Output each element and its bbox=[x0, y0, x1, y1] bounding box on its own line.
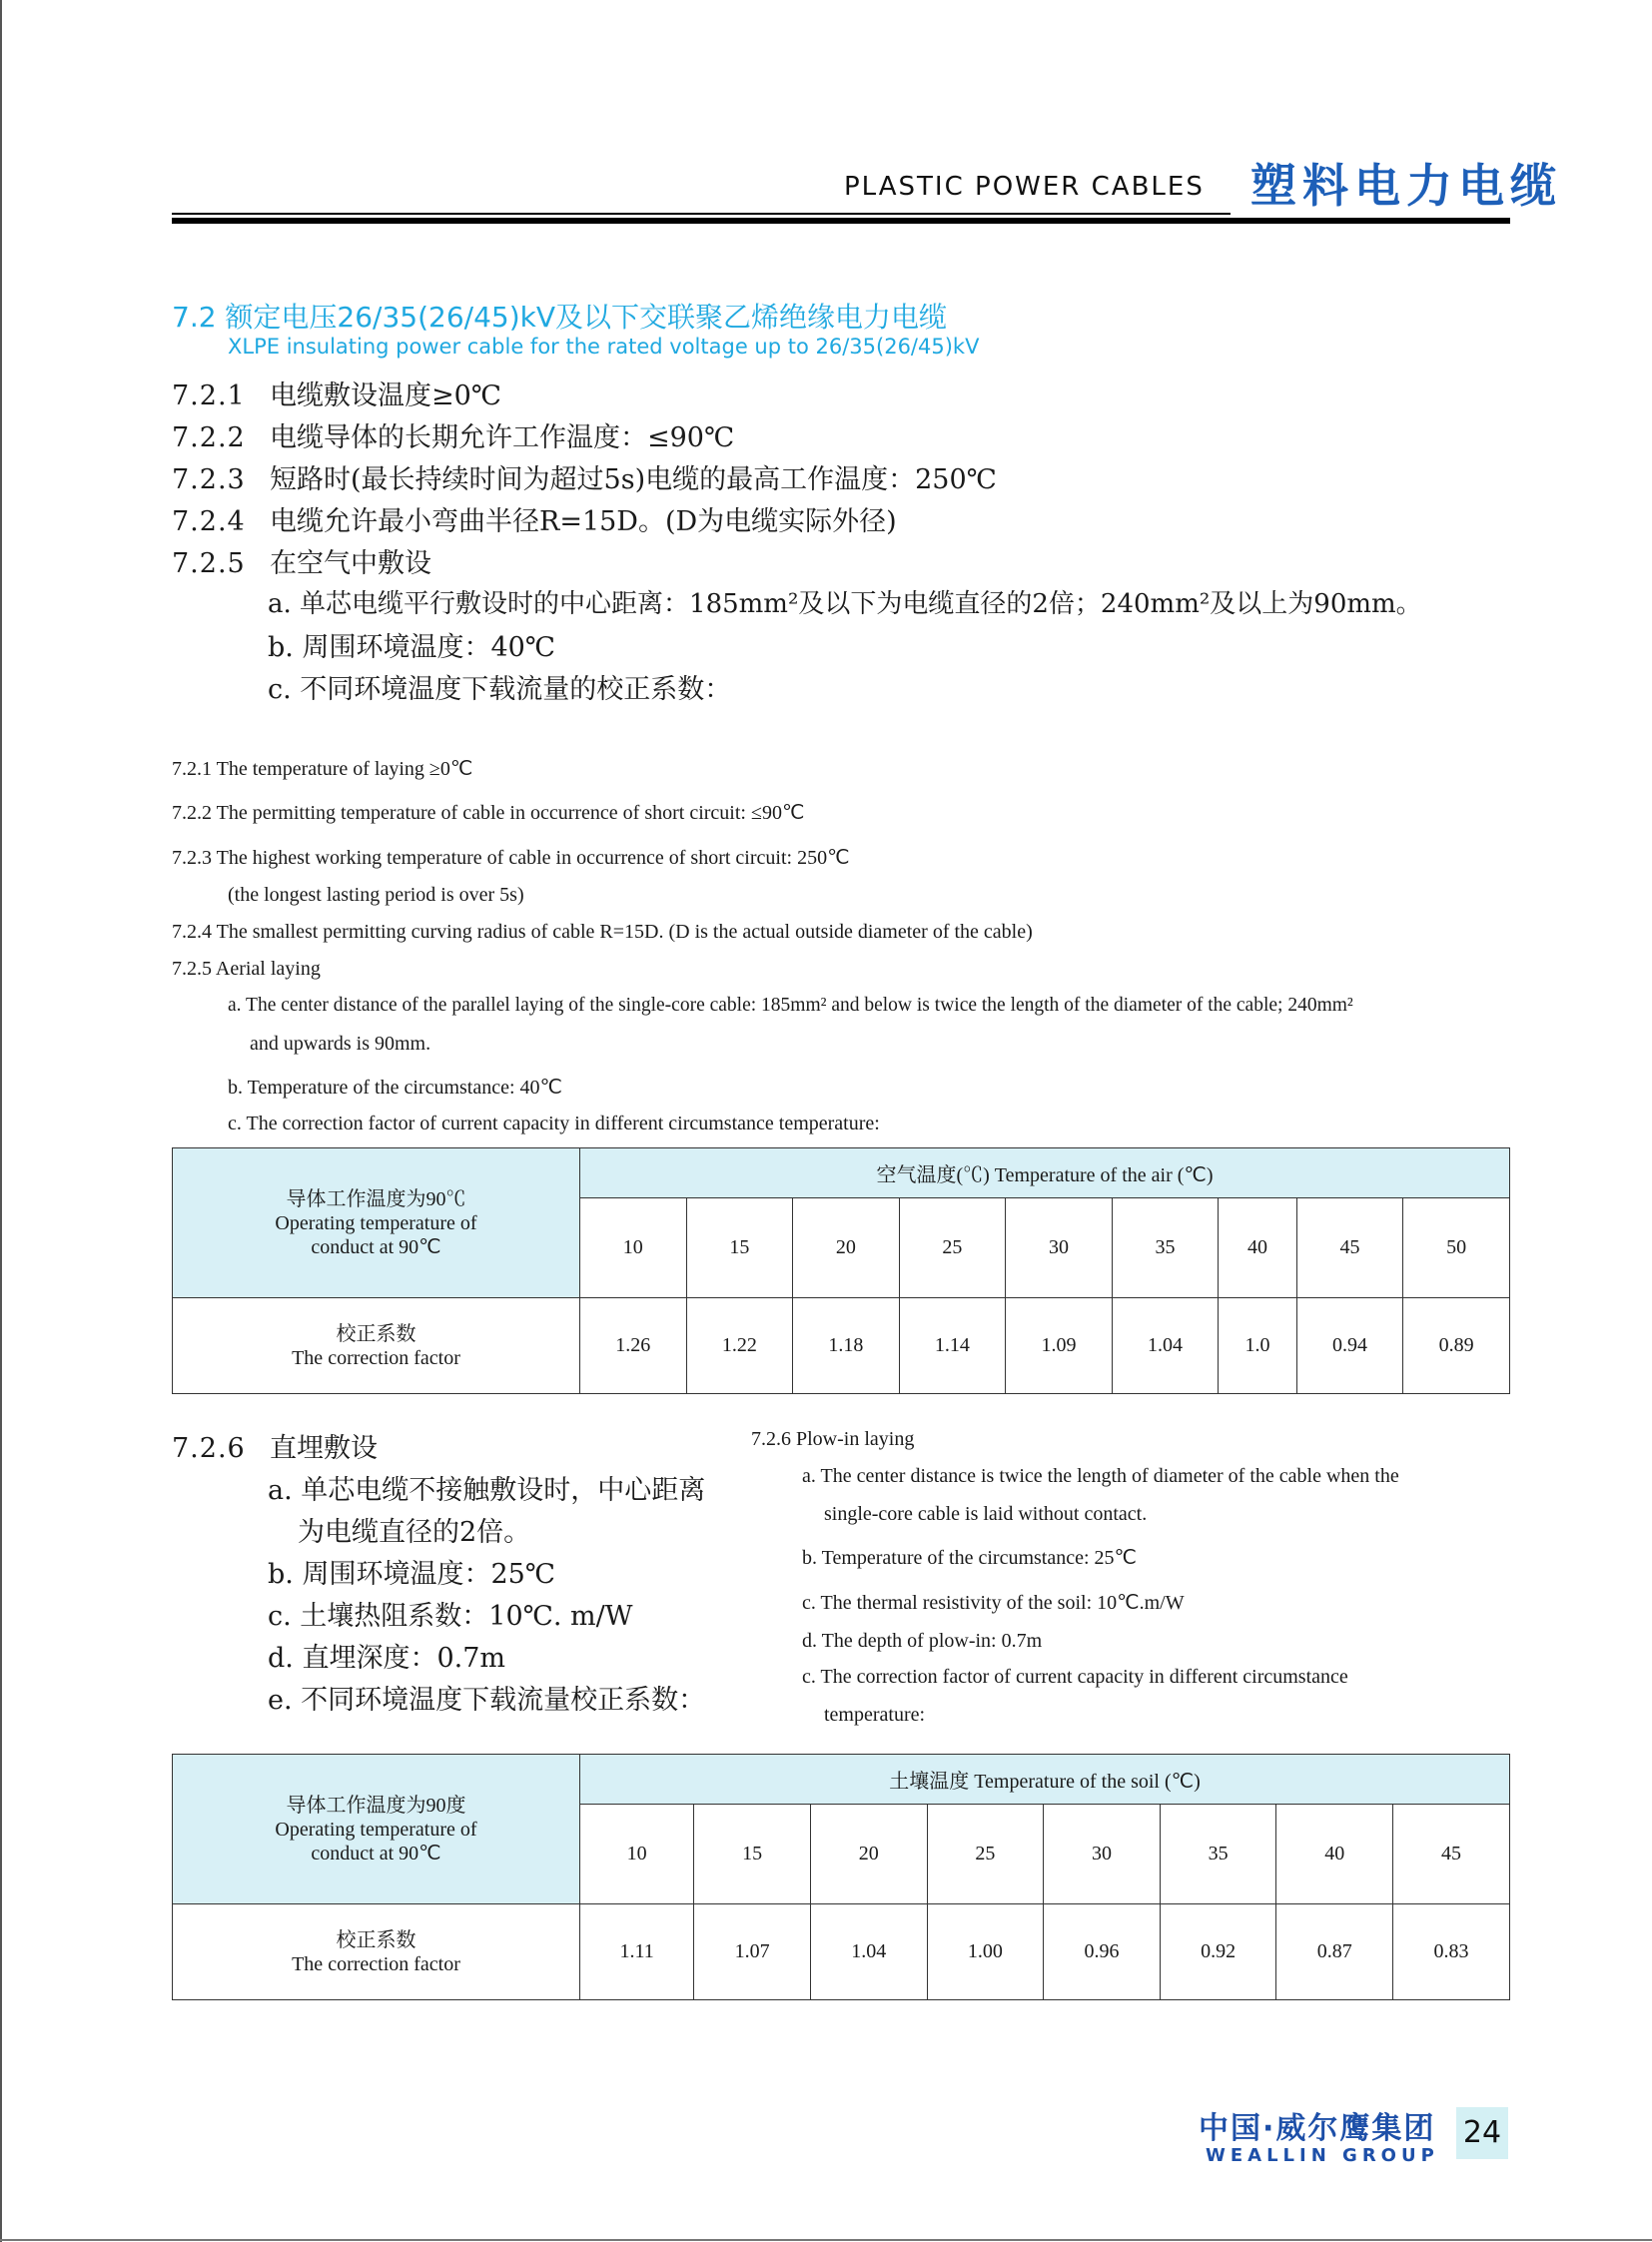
row-label-cn: 导体工作温度为90℃ bbox=[286, 1187, 466, 1210]
header-title-cn: 塑料电力电缆 bbox=[1250, 159, 1562, 213]
factor-cell: 1.22 bbox=[686, 1298, 793, 1394]
row-label-en: Operating temperature of bbox=[275, 1211, 477, 1234]
correction-table-soil bbox=[172, 1754, 1510, 2000]
en-item: 7.2.6 Plow-in laying bbox=[751, 1428, 915, 1450]
cn-item-text: 电缆导体的长期允许工作温度：≤90℃ bbox=[270, 422, 735, 453]
cn-item-number: 7.2.6 bbox=[172, 1433, 246, 1464]
brand-logo-en: WEALLIN GROUP bbox=[1206, 2145, 1439, 2166]
factor-cell: 1.26 bbox=[580, 1298, 687, 1394]
cn-subitem: a. 单芯电缆不接触敷设时，中心距离 bbox=[268, 1475, 706, 1506]
table-header: 空气温度(℃) Temperature of the air (℃) bbox=[580, 1148, 1510, 1198]
en-item: c. The thermal resistivity of the soil: 10℃.m/W bbox=[802, 1592, 1185, 1614]
cn-item-number: 7.2.4 bbox=[172, 506, 246, 537]
cn-item-text: 直埋敷设 bbox=[270, 1433, 378, 1464]
temp-cell: 30 bbox=[1044, 1805, 1161, 1904]
factor-cell: 1.09 bbox=[1006, 1298, 1113, 1394]
factor-label-cn: 校正系数 bbox=[336, 1322, 416, 1345]
cn-subitem: 为电缆直径的2倍。 bbox=[298, 1517, 531, 1548]
factor-cell: 0.94 bbox=[1296, 1298, 1403, 1394]
row-label-en: Operating temperature of bbox=[275, 1818, 477, 1841]
cn-subitem: a. 单芯电缆平行敷设时的中心距离：185mm²及以下为电缆直径的2倍；240mm²及以上为90mm。 bbox=[268, 589, 1422, 619]
factor-cell: 1.04 bbox=[1112, 1298, 1219, 1394]
cn-item bbox=[172, 541, 431, 580]
factor-cell: 0.92 bbox=[1160, 1904, 1276, 2000]
en-item: 7.2.5 Aerial laying bbox=[172, 958, 321, 980]
cn-item-text: 电缆允许最小弯曲半径R=15D。(D为电缆实际外径) bbox=[270, 506, 897, 537]
temp-cell: 35 bbox=[1112, 1198, 1219, 1298]
factor-cell: 0.87 bbox=[1276, 1904, 1393, 2000]
en-item: temperature: bbox=[824, 1704, 926, 1726]
temp-cell: 40 bbox=[1276, 1805, 1393, 1904]
factor-label bbox=[173, 1298, 580, 1394]
temp-cell: 15 bbox=[694, 1805, 811, 1904]
cn-item-number: 7.2.1 bbox=[172, 380, 246, 411]
section-subtitle: XLPE insulating power cable for the rated voltage up to 26/35(26/45)kV bbox=[228, 335, 980, 359]
table-row-label bbox=[173, 1755, 580, 1904]
temp-cell: 45 bbox=[1296, 1198, 1403, 1298]
en-item: a. The center distance is twice the length of diameter of the cable when the bbox=[802, 1465, 1399, 1487]
factor-label bbox=[173, 1904, 580, 2000]
table-row-label bbox=[173, 1148, 580, 1298]
temp-cell: 15 bbox=[686, 1198, 793, 1298]
cn-item-text: 电缆敷设温度≥0℃ bbox=[270, 380, 502, 411]
page-number: 24 bbox=[1456, 2107, 1508, 2159]
temp-cell: 35 bbox=[1160, 1805, 1276, 1904]
factor-cell: 1.04 bbox=[810, 1904, 927, 2000]
section-title: 7.2 额定电压26/35(26/45)kV及以下交联聚乙烯绝缘电力电缆 bbox=[172, 301, 948, 334]
brand-logo-cn: 中国·威尔鹰集团 bbox=[1199, 2111, 1436, 2146]
correction-table-air bbox=[172, 1147, 1510, 1394]
factor-label-en: The correction factor bbox=[292, 1346, 460, 1369]
en-item: a. The center distance of the parallel laying of the single-core cable: 185mm² and below is twice the length of the diameter of the cable; 240mm² bbox=[228, 995, 1353, 1016]
cn-item bbox=[172, 457, 997, 496]
en-item: b. Temperature of the circumstance: 25℃ bbox=[802, 1547, 1138, 1569]
en-item: (the longest lasting period is over 5s) bbox=[228, 884, 524, 906]
header-title-en: PLASTIC POWER CABLES bbox=[844, 172, 1205, 202]
table-header: 土壤温度 Temperature of the soil (℃) bbox=[580, 1755, 1510, 1805]
temp-cell: 20 bbox=[793, 1198, 900, 1298]
temp-cell: 10 bbox=[580, 1198, 687, 1298]
en-item: 7.2.3 The highest working temperature of cable in occurrence of short circuit: 250℃ bbox=[172, 847, 850, 869]
temp-cell: 25 bbox=[899, 1198, 1006, 1298]
cn-subitem: e. 不同环境温度下载流量校正系数： bbox=[268, 1685, 706, 1716]
temp-cell: 10 bbox=[580, 1805, 694, 1904]
factor-cell: 0.96 bbox=[1044, 1904, 1161, 2000]
factor-cell: 1.18 bbox=[793, 1298, 900, 1394]
en-item: single-core cable is laid without contact. bbox=[824, 1503, 1148, 1525]
cn-item-text: 在空气中敷设 bbox=[270, 548, 431, 579]
cn-item-number: 7.2.3 bbox=[172, 464, 246, 495]
factor-cell: 1.11 bbox=[580, 1904, 694, 2000]
en-item: c. The correction factor of current capacity in different circumstance bbox=[802, 1666, 1348, 1688]
row-label-en: conduct at 90℃ bbox=[311, 1235, 441, 1258]
en-item: d. The depth of plow-in: 0.7m bbox=[802, 1630, 1043, 1652]
cn-item bbox=[172, 499, 897, 538]
row-label-cn: 导体工作温度为90度 bbox=[286, 1794, 466, 1817]
factor-cell: 0.89 bbox=[1403, 1298, 1510, 1394]
temp-cell: 20 bbox=[810, 1805, 927, 1904]
factor-cell: 1.00 bbox=[927, 1904, 1044, 2000]
header-rule-thin bbox=[172, 213, 1231, 215]
factor-cell: 0.83 bbox=[1393, 1904, 1510, 2000]
cn-item-text: 短路时(最长持续时间为超过5s)电缆的最高工作温度：250℃ bbox=[270, 464, 997, 495]
factor-label-cn: 校正系数 bbox=[336, 1928, 416, 1951]
page-border-bottom bbox=[0, 2239, 1652, 2241]
cn-subitem: b. 周围环境温度：25℃ bbox=[268, 1559, 556, 1590]
factor-cell: 1.14 bbox=[899, 1298, 1006, 1394]
factor-cell: 1.0 bbox=[1219, 1298, 1296, 1394]
cn-subitem: c. 不同环境温度下载流量的校正系数： bbox=[268, 674, 732, 705]
temp-cell: 50 bbox=[1403, 1198, 1510, 1298]
cn-item bbox=[172, 374, 501, 412]
temp-cell: 40 bbox=[1219, 1198, 1296, 1298]
cn-item-number: 7.2.5 bbox=[172, 548, 246, 579]
cn-item bbox=[172, 415, 734, 454]
temp-cell: 30 bbox=[1006, 1198, 1113, 1298]
en-item: and upwards is 90mm. bbox=[250, 1033, 431, 1055]
en-item: 7.2.2 The permitting temperature of cable in occurrence of short circuit: ≤90℃ bbox=[172, 802, 805, 824]
en-item: b. Temperature of the circumstance: 40℃ bbox=[228, 1077, 563, 1099]
en-item: 7.2.4 The smallest permitting curving radius of cable R=15D. (D is the actual outside diameter of the cable) bbox=[172, 921, 1033, 943]
cn-item-number: 7.2.2 bbox=[172, 422, 246, 453]
en-item: c. The correction factor of current capacity in different circumstance temperature: bbox=[228, 1113, 880, 1134]
cn-item bbox=[172, 1426, 378, 1465]
factor-cell: 1.07 bbox=[694, 1904, 811, 2000]
header-rule bbox=[172, 218, 1510, 224]
row-label-en: conduct at 90℃ bbox=[311, 1842, 441, 1865]
page-border-left bbox=[0, 0, 2, 2242]
en-item: 7.2.1 The temperature of laying ≥0℃ bbox=[172, 758, 473, 780]
cn-subitem: d. 直埋深度：0.7m bbox=[268, 1643, 505, 1674]
factor-label-en: The correction factor bbox=[292, 1952, 460, 1975]
cn-subitem: b. 周围环境温度：40℃ bbox=[268, 632, 556, 663]
temp-cell: 45 bbox=[1393, 1805, 1510, 1904]
temp-cell: 25 bbox=[927, 1805, 1044, 1904]
cn-subitem: c. 土壤热阻系数：10℃. m/W bbox=[268, 1601, 633, 1632]
